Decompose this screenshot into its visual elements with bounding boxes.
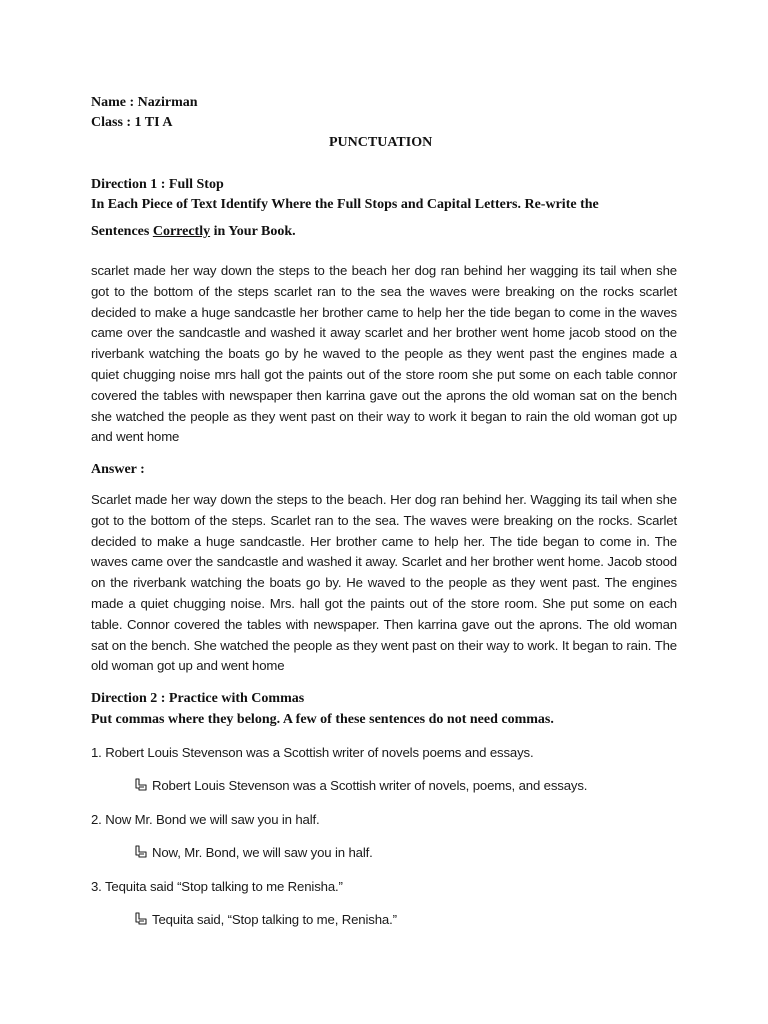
student-class: Class : 1 TI A (91, 115, 173, 130)
answer-3 (134, 912, 397, 928)
page-title: PUNCTUATION (329, 135, 433, 150)
question-1: 1. Robert Louis Stevenson was a Scottish writer of novels poems and essays. (91, 745, 534, 760)
hand-pointing-right-icon (134, 912, 148, 926)
instruction-text-post: in Your Book. (210, 224, 296, 239)
answer-1 (134, 778, 587, 794)
hand-pointing-right-icon (134, 778, 148, 792)
direction-2-heading: Direction 2 : Practice with Commas (91, 691, 305, 706)
direction-1-heading: Direction 1 : Full Stop (91, 177, 224, 192)
direction-1-instruction-line-2 (91, 224, 296, 240)
instruction-text-pre: Sentences (91, 224, 153, 239)
question-2: 2. Now Mr. Bond we will saw you in half. (91, 812, 320, 827)
direction-2-instruction: Put commas where they belong. A few of these sentences do not need commas. (91, 712, 554, 727)
answer-3-text: Tequita said, “Stop talking to me, Renisha.” (152, 912, 397, 927)
unpunctuated-text: scarlet made her way down the steps to the beach her dog ran behind her wagging its tail when she got to the bottom of the steps scarlet ran to the sea the waves were breaking on the rocks scarlet decided to make a huge sandcastle her brother came to help her the tide began to come in the waves came over the sandcastle and washed it away scarlet and her brother went home jacob stood on the riverbank watching the boats go by he waved to the people as they went past the engines made a quiet chugging noise mrs hall got the paints out of the store room she put some on each table connor covered the tables with newspaper then karrina gave out the aprons the old woman sat on the bench she watched the people as they went past on their way to work it began to rain the old woman got up and went home (91, 263, 677, 445)
answer-text: Scarlet made her way down the steps to the beach. Her dog ran behind her. Wagging its tail when she got to the bottom of the steps. Scarlet ran to the sea. The waves were breaking on the rocks. Scarlet decided to make a huge sandcastle. Her brother came to help her. The tide began to come in. The waves came over the sandcastle and washed it away. Scarlet and her brother went home. Jacob stood on the riverbank watching the boats go by. He waved to the people as they went past. The engines made a quiet chugging noise. Mrs. hall got the paints out of the store room. She put some on each table. Connor covered the tables with newspaper. Then karrina gave out the aprons. The old woman sat on the bench. She watched the people as they went past on their way to work. It began to rain. The old woman got up and went home (91, 492, 677, 674)
question-3: 3. Tequita said “Stop talking to me Renisha.” (91, 879, 343, 894)
instruction-text-underlined: Correctly (152, 224, 211, 239)
answer-2 (134, 845, 373, 861)
direction-1-instruction-line-1: In Each Piece of Text Identify Where the Full Stops and Capital Letters. Re-write the (91, 197, 599, 212)
answer-1-text: Robert Louis Stevenson was a Scottish writer of novels, poems, and essays. (152, 778, 588, 793)
answer-label: Answer : (91, 462, 145, 477)
hand-pointing-right-icon (134, 845, 148, 859)
student-name: Name : Nazirman (91, 95, 198, 110)
answer-2-text: Now, Mr. Bond, we will saw you in half. (152, 845, 373, 860)
